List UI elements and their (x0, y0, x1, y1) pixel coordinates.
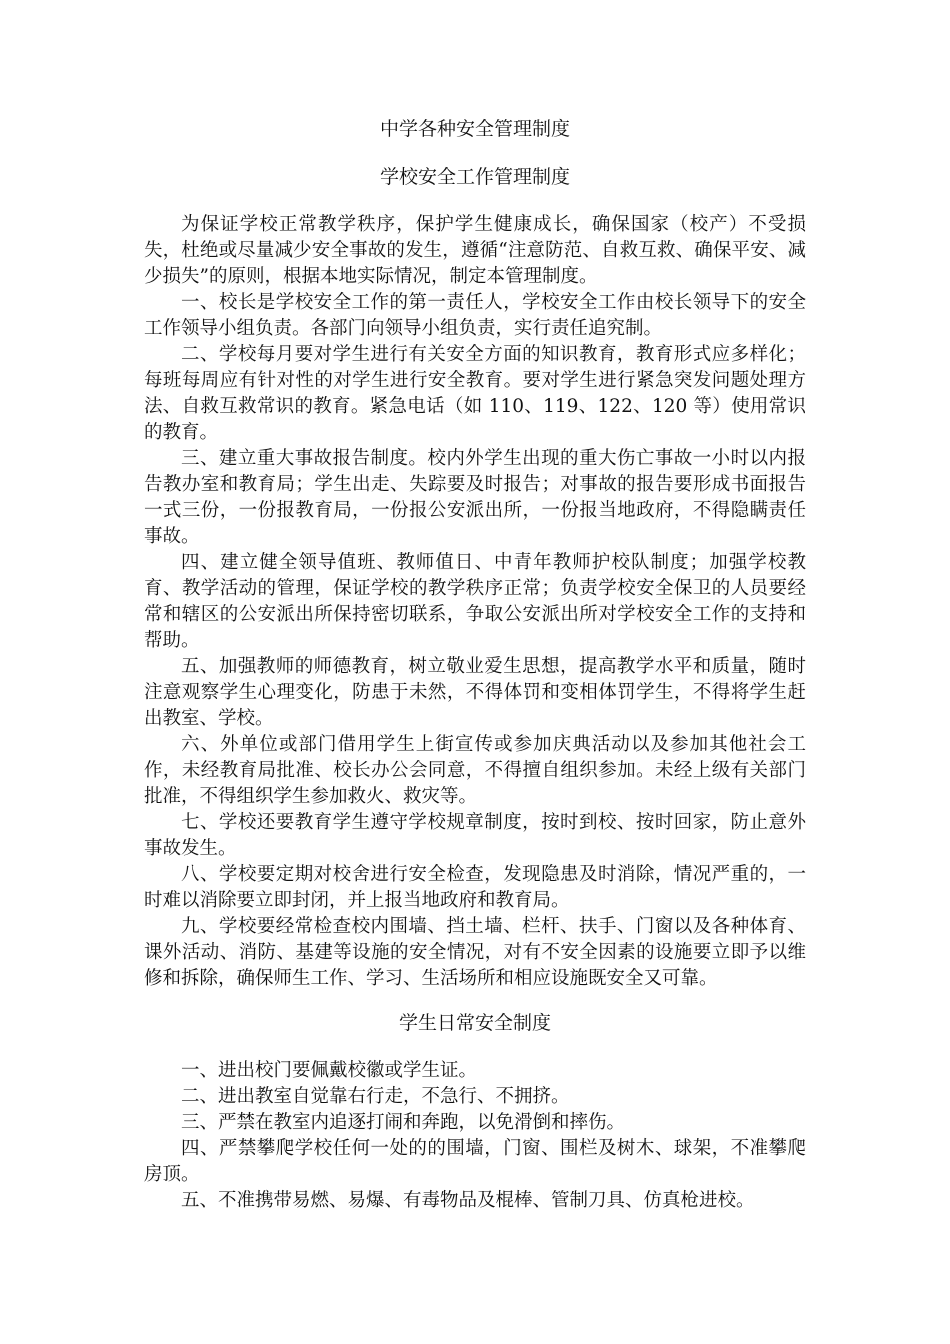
paragraph: 三、严禁在教室内追逐打闹和奔跑，以免滑倒和摔伤。 (181, 1112, 626, 1133)
paragraph: 三、建立重大事故报告制度。校内外学生出现的重大伤亡事故一小时以内报告教办室和教育局；学生出走、失踪要及时报告；对事故的报告要形成书面报告一式三份，一份报教育局，一份报公安派出所，一份报当地政府，不得隐瞒责任事故。 (144, 448, 806, 547)
paragraph: 四、严禁攀爬学校任何一处的的围墙，门窗、围栏及树木、球架，不准攀爬房顶。 (144, 1138, 806, 1185)
paragraph: 五、加强教师的师德教育，树立敬业爱生思想，提高教学水平和质量，随时注意观察学生心理变化，防患于未然，不得体罚和变相体罚学生，不得将学生赶出教室、学校。 (144, 656, 806, 729)
paragraph: 七、学校还要教育学生遵守学校规章制度，按时到校、按时回家，防止意外事故发生。 (144, 812, 806, 859)
section-body (144, 1058, 806, 1214)
paragraph: 五、不准携带易燃、易爆、有毒物品及棍棒、管制刀具、仿真枪进校。 (181, 1190, 755, 1211)
paragraph: 一、进出校门要佩戴校徽或学生证。 (181, 1060, 478, 1081)
section-title: 学生日常安全制度 (398, 1012, 551, 1034)
paragraph: 二、进出教室自觉靠右行走，不急行、不拥挤。 (181, 1086, 570, 1107)
paragraph: 九、学校要经常检查校内围墙、挡土墙、栏杆、扶手、门窗以及各种体育、课外活动、消防、基建等设施的安全情况，对有不安全因素的设施要立即予以维修和拆除，确保师生工作、学习、生活场所和相应设施既安全又可靠。 (144, 916, 806, 989)
paragraph: 八、学校要定期对校舍进行安全检查，发现隐患及时消除，情况严重的，一时难以消除要立即封闭，并上报当地政府和教育局。 (144, 864, 806, 911)
paragraph: 四、建立健全领导值班、教师值日、中青年教师护校队制度；加强学校教育、教学活动的管理，保证学校的教学秩序正常；负责学校安全保卫的人员要经常和辖区的公安派出所保持密切联系，争取公安派出所对学校安全工作的支持和帮助。 (144, 552, 806, 651)
paragraph: 一、校长是学校安全工作的第一责任人，学校安全工作由校长领导下的安全工作领导小组负责。各部门向领导小组负责，实行责任追究制。 (144, 292, 806, 339)
section-title: 学校安全工作管理制度 (379, 166, 570, 188)
main-title: 中学各种安全管理制度 (379, 118, 570, 140)
intro-paragraph: 为保证学校正常教学秩序，保护学生健康成长，确保国家（校产）不受损失，杜绝或尽量减少安全事故的发生，遵循“注意防范、自救互救、确保平安、减少损失”的原则，根据本地实际情况，制定本管理制度。 (144, 214, 806, 287)
section-body (144, 212, 806, 992)
paragraph: 二、学校每月要对学生进行有关安全方面的知识教育，教育形式应多样化；每班每周应有针对性的对学生进行安全教育。要对学生进行紧急突发问题处理方法、自救互救常识的教育。紧急电话（如 110、119、122、120 等）使用常识的教育。 (144, 344, 806, 443)
paragraph: 六、外单位或部门借用学生上街宣传或参加庆典活动以及参加其他社会工作，未经教育局批准、校长办公会同意，不得擅自组织参加。未经上级有关部门批准，不得组织学生参加救火、救灾等。 (144, 734, 806, 807)
